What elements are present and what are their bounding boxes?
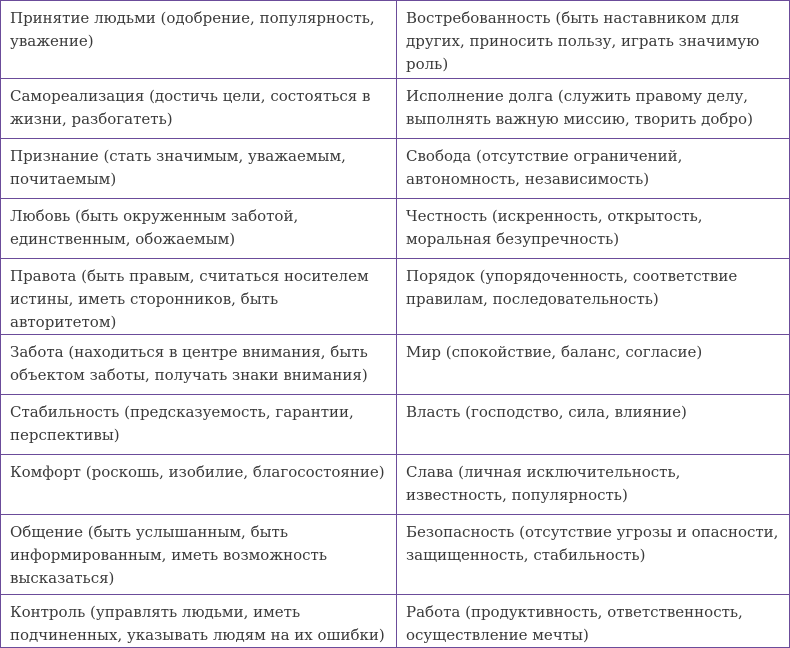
table-cell-right: Власть (господство, сила, влияние) <box>397 395 790 455</box>
table-row <box>1 395 790 455</box>
table-row <box>1 595 790 648</box>
table-cell-left: Любовь (быть окруженным заботой, единственным, обожаемым) <box>1 199 397 259</box>
table-cell-right: Порядок (упорядоченность, соответствие правилам, последовательность) <box>397 259 790 335</box>
table-cell-right: Свобода (отсутствие ограничений, автономность, независимость) <box>397 139 790 199</box>
table-cell-right: Исполнение долга (служить правому делу, выполнять важную миссию, творить добро) <box>397 79 790 139</box>
table-row <box>1 199 790 259</box>
table-cell-left: Принятие людьми (одобрение, популярность, уважение) <box>1 1 397 79</box>
table-cell-left: Самореализация (достичь цели, состояться в жизни, разбогатеть) <box>1 79 397 139</box>
table-cell-right: Безопасность (отсутствие угрозы и опасности, защищенность, стабильность) <box>397 515 790 595</box>
table-cell-left: Стабильность (предсказуемость, гарантии, перспективы) <box>1 395 397 455</box>
table-cell-left: Признание (стать значимым, уважаемым, почитаемым) <box>1 139 397 199</box>
table-row <box>1 139 790 199</box>
table-cell-left: Комфорт (роскошь, изобилие, благосостояние) <box>1 455 397 515</box>
table-cell-right: Честность (искренность, открытость, моральная безупречность) <box>397 199 790 259</box>
table-row <box>1 259 790 335</box>
table-row <box>1 455 790 515</box>
table-row <box>1 1 790 79</box>
table-cell-left: Контроль (управлять людьми, иметь подчиненных, указывать людям на их ошибки) <box>1 595 397 648</box>
table-cell-left: Общение (быть услышанным, быть информированным, иметь возможность высказаться) <box>1 515 397 595</box>
table-cell-right: Мир (спокойствие, баланс, согласие) <box>397 335 790 395</box>
table-row <box>1 79 790 139</box>
table-cell-right: Слава (личная исключительность, известность, популярность) <box>397 455 790 515</box>
table-cell-left: Забота (находиться в центре внимания, быть объектом заботы, получать знаки внимания) <box>1 335 397 395</box>
table-row <box>1 515 790 595</box>
table-row <box>1 335 790 395</box>
table-cell-right: Востребованность (быть наставником для других, приносить пользу, играть значимую роль) <box>397 1 790 79</box>
table-cell-left: Правота (быть правым, считаться носителем истины, иметь сторонников, быть авторитетом) <box>1 259 397 335</box>
table-cell-right: Работа (продуктивность, ответственность, осуществление мечты) <box>397 595 790 648</box>
